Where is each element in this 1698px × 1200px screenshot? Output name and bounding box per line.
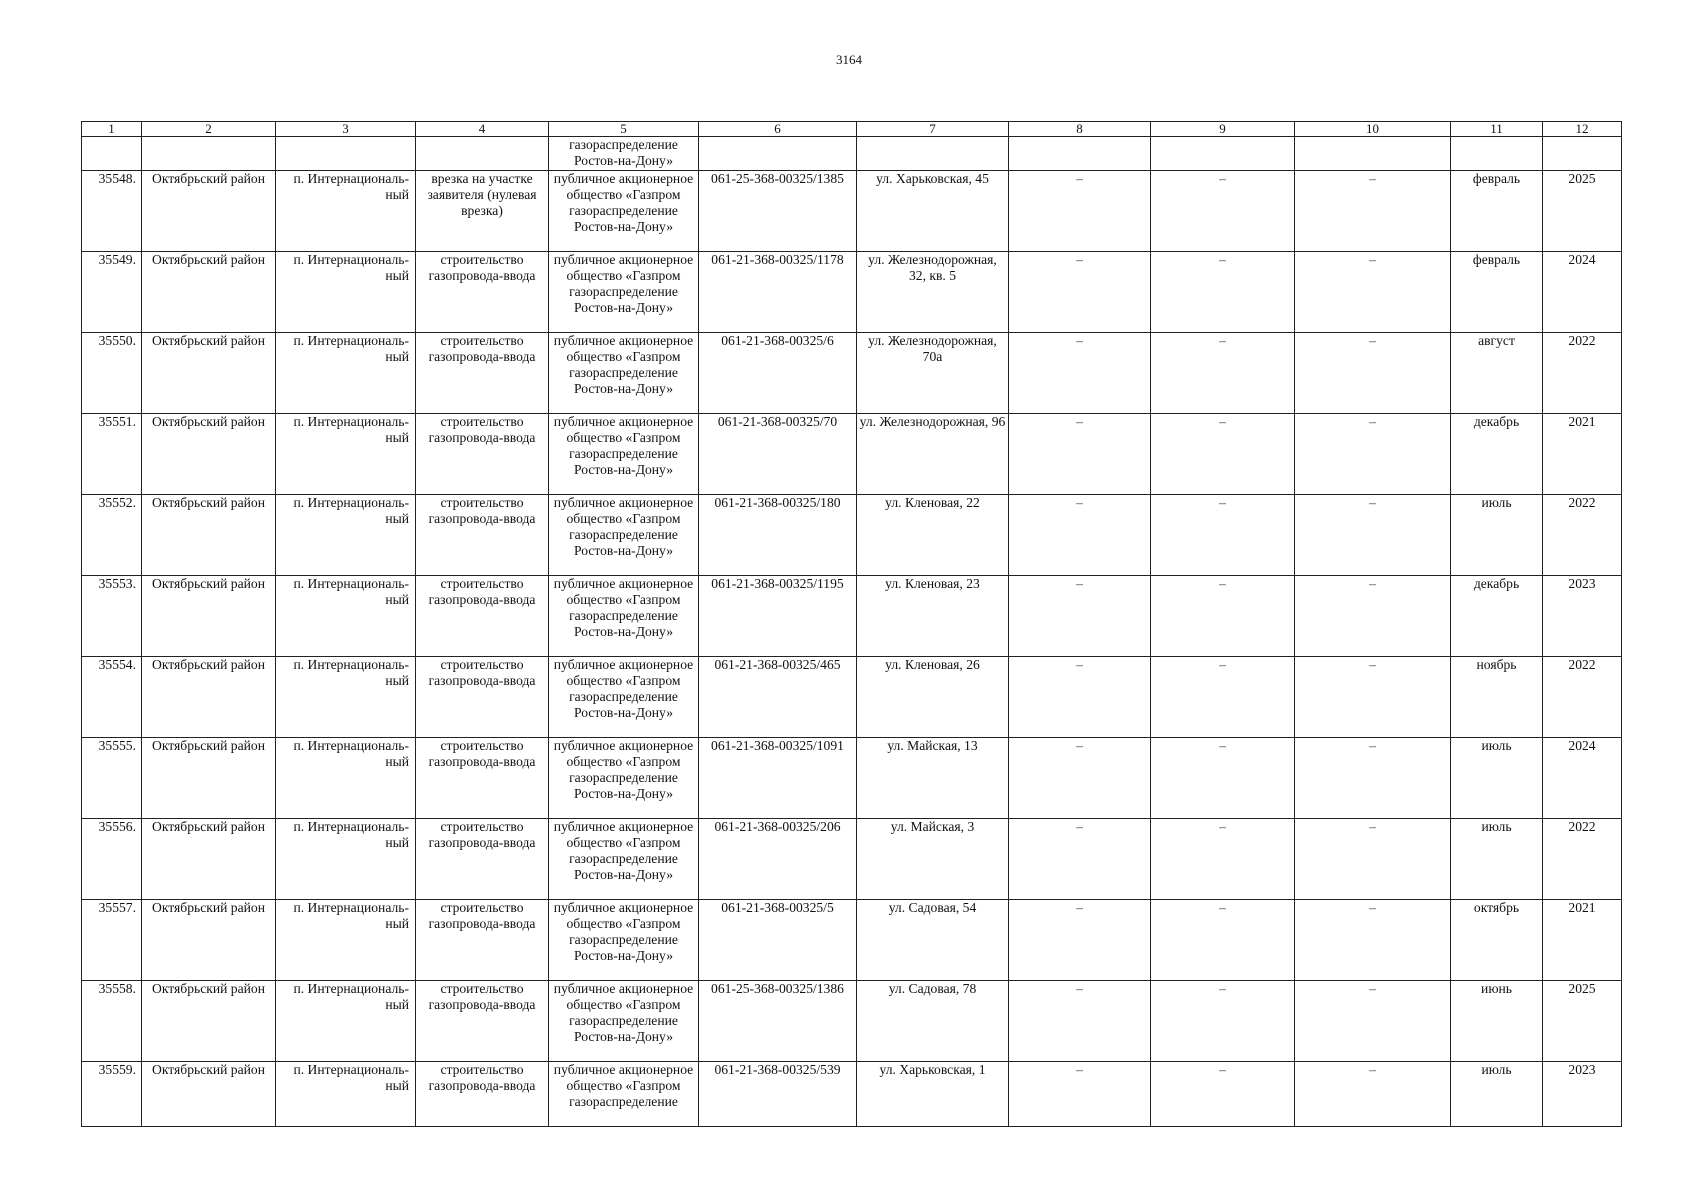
column-9-cell: – bbox=[1151, 980, 1295, 1061]
locality-cell: п. Интернациональ-ный bbox=[276, 1061, 416, 1126]
column-8-cell: – bbox=[1009, 494, 1151, 575]
column-8-cell: – bbox=[1009, 575, 1151, 656]
year-cell: 2025 bbox=[1543, 980, 1622, 1061]
district-cell: Октябрьский район bbox=[142, 170, 276, 251]
table-row bbox=[82, 818, 1622, 899]
organization-cell: публичное акционерное общество «Газпром газораспределение bbox=[549, 1061, 699, 1126]
column-number: 11 bbox=[1451, 122, 1543, 137]
locality-cell: п. Интернациональ-ный bbox=[276, 980, 416, 1061]
column-9-cell: – bbox=[1151, 575, 1295, 656]
registry-table bbox=[81, 121, 1622, 1127]
registry-code-cell: 061-21-368-00325/1091 bbox=[699, 737, 857, 818]
locality-cell: п. Интернациональ-ный bbox=[276, 737, 416, 818]
row-number-cell: 35549. bbox=[82, 251, 142, 332]
page-number: 3164 bbox=[836, 52, 862, 67]
column-number: 8 bbox=[1009, 122, 1151, 137]
column-number: 2 bbox=[142, 122, 276, 137]
organization-cell: публичное акционерное общество «Газпром газораспределение Ростов-на-Дону» bbox=[549, 656, 699, 737]
column-number: 10 bbox=[1295, 122, 1451, 137]
year-cell: 2022 bbox=[1543, 332, 1622, 413]
table-row bbox=[82, 170, 1622, 251]
column-10-cell: – bbox=[1295, 1061, 1451, 1126]
year-cell: 2023 bbox=[1543, 575, 1622, 656]
locality-cell: п. Интернациональ-ный bbox=[276, 818, 416, 899]
registry-code-cell: 061-21-368-00325/180 bbox=[699, 494, 857, 575]
year-cell: 2025 bbox=[1543, 170, 1622, 251]
table-row bbox=[82, 899, 1622, 980]
column-10-cell: – bbox=[1295, 170, 1451, 251]
registry-code-cell: 061-21-368-00325/5 bbox=[699, 899, 857, 980]
column-9-cell: – bbox=[1151, 251, 1295, 332]
year-cell: 2021 bbox=[1543, 899, 1622, 980]
organization-cell: публичное акционерное общество «Газпром газораспределение Ростов-на-Дону» bbox=[549, 170, 699, 251]
column-number: 7 bbox=[857, 122, 1009, 137]
address-cell: ул. Железнодорожная, 32, кв. 5 bbox=[857, 251, 1009, 332]
column-9-cell: – bbox=[1151, 413, 1295, 494]
year-cell: 2022 bbox=[1543, 656, 1622, 737]
table-row bbox=[82, 737, 1622, 818]
column-10-cell: – bbox=[1295, 575, 1451, 656]
address-cell: ул. Кленовая, 26 bbox=[857, 656, 1009, 737]
column-8-cell: – bbox=[1009, 980, 1151, 1061]
month-cell: декабрь bbox=[1451, 413, 1543, 494]
month-cell: август bbox=[1451, 332, 1543, 413]
organization-cell: публичное акционерное общество «Газпром газораспределение Ростов-на-Дону» bbox=[549, 494, 699, 575]
month-cell: ноябрь bbox=[1451, 656, 1543, 737]
row-number-cell: 35553. bbox=[82, 575, 142, 656]
organization-cell: публичное акционерное общество «Газпром газораспределение Ростов-на-Дону» bbox=[549, 899, 699, 980]
organization-cell: публичное акционерное общество «Газпром газораспределение Ростов-на-Дону» bbox=[549, 413, 699, 494]
column-number: 1 bbox=[82, 122, 142, 137]
row-number-cell: 35557. bbox=[82, 899, 142, 980]
column-number: 9 bbox=[1151, 122, 1295, 137]
continuation-row bbox=[82, 137, 1622, 171]
district-cell: Октябрьский район bbox=[142, 413, 276, 494]
row-number-cell: 35548. bbox=[82, 170, 142, 251]
registry-code-cell: 061-21-368-00325/1195 bbox=[699, 575, 857, 656]
column-9-cell: – bbox=[1151, 494, 1295, 575]
district-cell: Октябрьский район bbox=[142, 899, 276, 980]
column-9-cell: – bbox=[1151, 1061, 1295, 1126]
table-row bbox=[82, 494, 1622, 575]
locality-cell: п. Интернациональ-ный bbox=[276, 656, 416, 737]
organization-cell: публичное акционерное общество «Газпром газораспределение Ростов-на-Дону» bbox=[549, 575, 699, 656]
month-cell: июнь bbox=[1451, 980, 1543, 1061]
month-cell: июль bbox=[1451, 494, 1543, 575]
table-row bbox=[82, 251, 1622, 332]
work-type-cell: строительство газопровода-ввода bbox=[416, 980, 549, 1061]
column-number-row bbox=[82, 122, 1622, 137]
organization-cell: публичное акционерное общество «Газпром газораспределение Ростов-на-Дону» bbox=[549, 332, 699, 413]
locality-cell: п. Интернациональ-ный bbox=[276, 251, 416, 332]
district-cell: Октябрьский район bbox=[142, 818, 276, 899]
locality-cell: п. Интернациональ-ный bbox=[276, 575, 416, 656]
row-number-cell: 35559. bbox=[82, 1061, 142, 1126]
table-row bbox=[82, 575, 1622, 656]
row-number-cell: 35558. bbox=[82, 980, 142, 1061]
column-9-cell: – bbox=[1151, 170, 1295, 251]
column-9-cell: – bbox=[1151, 737, 1295, 818]
work-type-cell: строительство газопровода-ввода bbox=[416, 494, 549, 575]
address-cell: ул. Майская, 13 bbox=[857, 737, 1009, 818]
column-10-cell: – bbox=[1295, 494, 1451, 575]
work-type-cell: строительство газопровода-ввода bbox=[416, 737, 549, 818]
column-10-cell: – bbox=[1295, 332, 1451, 413]
table-row bbox=[82, 413, 1622, 494]
organization-cell: публичное акционерное общество «Газпром газораспределение Ростов-на-Дону» bbox=[549, 251, 699, 332]
column-10-cell: – bbox=[1295, 899, 1451, 980]
table-row bbox=[82, 332, 1622, 413]
year-cell: 2022 bbox=[1543, 818, 1622, 899]
year-cell: 2022 bbox=[1543, 494, 1622, 575]
work-type-cell: строительство газопровода-ввода bbox=[416, 656, 549, 737]
address-cell: ул. Кленовая, 23 bbox=[857, 575, 1009, 656]
address-cell: ул. Харьковская, 45 bbox=[857, 170, 1009, 251]
work-type-cell: строительство газопровода-ввода bbox=[416, 575, 549, 656]
month-cell: декабрь bbox=[1451, 575, 1543, 656]
district-cell: Октябрьский район bbox=[142, 980, 276, 1061]
column-number: 12 bbox=[1543, 122, 1622, 137]
organization-cell: публичное акционерное общество «Газпром газораспределение Ростов-на-Дону» bbox=[549, 818, 699, 899]
work-type-cell: строительство газопровода-ввода bbox=[416, 251, 549, 332]
month-cell: июль bbox=[1451, 737, 1543, 818]
district-cell: Октябрьский район bbox=[142, 1061, 276, 1126]
month-cell: октябрь bbox=[1451, 899, 1543, 980]
registry-code-cell: 061-21-368-00325/1178 bbox=[699, 251, 857, 332]
column-8-cell: – bbox=[1009, 818, 1151, 899]
district-cell: Октябрьский район bbox=[142, 332, 276, 413]
registry-code-cell: 061-25-368-00325/1386 bbox=[699, 980, 857, 1061]
district-cell: Октябрьский район bbox=[142, 575, 276, 656]
column-number: 3 bbox=[276, 122, 416, 137]
organization-cell: публичное акционерное общество «Газпром газораспределение Ростов-на-Дону» bbox=[549, 980, 699, 1061]
locality-cell: п. Интернациональ-ный bbox=[276, 332, 416, 413]
registry-code-cell: 061-21-368-00325/465 bbox=[699, 656, 857, 737]
column-8-cell: – bbox=[1009, 656, 1151, 737]
table-row bbox=[82, 656, 1622, 737]
column-10-cell: – bbox=[1295, 656, 1451, 737]
district-cell: Октябрьский район bbox=[142, 494, 276, 575]
row-number-cell: 35552. bbox=[82, 494, 142, 575]
organization-cell: публичное акционерное общество «Газпром газораспределение Ростов-на-Дону» bbox=[549, 737, 699, 818]
locality-cell: п. Интернациональ-ный bbox=[276, 899, 416, 980]
table-row bbox=[82, 980, 1622, 1061]
column-10-cell: – bbox=[1295, 413, 1451, 494]
address-cell: ул. Садовая, 54 bbox=[857, 899, 1009, 980]
column-number: 6 bbox=[699, 122, 857, 137]
year-cell: 2024 bbox=[1543, 737, 1622, 818]
row-number-cell: 35550. bbox=[82, 332, 142, 413]
locality-cell: п. Интернациональ-ный bbox=[276, 413, 416, 494]
column-10-cell: – bbox=[1295, 737, 1451, 818]
year-cell: 2023 bbox=[1543, 1061, 1622, 1126]
column-8-cell: – bbox=[1009, 332, 1151, 413]
column-9-cell: – bbox=[1151, 656, 1295, 737]
address-cell: ул. Железнодорожная, 70а bbox=[857, 332, 1009, 413]
row-number-cell: 35554. bbox=[82, 656, 142, 737]
month-cell: февраль bbox=[1451, 251, 1543, 332]
year-cell: 2021 bbox=[1543, 413, 1622, 494]
organization-cell: газораспределение Ростов-на-Дону» bbox=[549, 137, 699, 171]
locality-cell: п. Интернациональ-ный bbox=[276, 494, 416, 575]
column-8-cell: – bbox=[1009, 413, 1151, 494]
column-8-cell: – bbox=[1009, 170, 1151, 251]
column-8-cell: – bbox=[1009, 737, 1151, 818]
table-row bbox=[82, 1061, 1622, 1126]
work-type-cell: строительство газопровода-ввода bbox=[416, 818, 549, 899]
registry-code-cell: 061-25-368-00325/1385 bbox=[699, 170, 857, 251]
registry-code-cell: 061-21-368-00325/70 bbox=[699, 413, 857, 494]
work-type-cell: строительство газопровода-ввода bbox=[416, 332, 549, 413]
column-number: 4 bbox=[416, 122, 549, 137]
district-cell: Октябрьский район bbox=[142, 251, 276, 332]
work-type-cell: строительство газопровода-ввода bbox=[416, 899, 549, 980]
year-cell: 2024 bbox=[1543, 251, 1622, 332]
column-10-cell: – bbox=[1295, 980, 1451, 1061]
registry-code-cell: 061-21-368-00325/539 bbox=[699, 1061, 857, 1126]
address-cell: ул. Харьковская, 1 bbox=[857, 1061, 1009, 1126]
row-number-cell: 35556. bbox=[82, 818, 142, 899]
row-number-cell: 35551. bbox=[82, 413, 142, 494]
registry-code-cell: 061-21-368-00325/206 bbox=[699, 818, 857, 899]
district-cell: Октябрьский район bbox=[142, 656, 276, 737]
address-cell: ул. Садовая, 78 bbox=[857, 980, 1009, 1061]
month-cell: июль bbox=[1451, 818, 1543, 899]
address-cell: ул. Железнодорожная, 96 bbox=[857, 413, 1009, 494]
column-number: 5 bbox=[549, 122, 699, 137]
row-number-cell: 35555. bbox=[82, 737, 142, 818]
column-9-cell: – bbox=[1151, 899, 1295, 980]
column-8-cell: – bbox=[1009, 251, 1151, 332]
column-10-cell: – bbox=[1295, 818, 1451, 899]
column-10-cell: – bbox=[1295, 251, 1451, 332]
column-9-cell: – bbox=[1151, 818, 1295, 899]
work-type-cell: строительство газопровода-ввода bbox=[416, 413, 549, 494]
district-cell: Октябрьский район bbox=[142, 737, 276, 818]
address-cell: ул. Кленовая, 22 bbox=[857, 494, 1009, 575]
locality-cell: п. Интернациональ-ный bbox=[276, 170, 416, 251]
column-8-cell: – bbox=[1009, 899, 1151, 980]
month-cell: июль bbox=[1451, 1061, 1543, 1126]
work-type-cell: врезка на участке заявителя (нулевая врезка) bbox=[416, 170, 549, 251]
registry-code-cell: 061-21-368-00325/6 bbox=[699, 332, 857, 413]
month-cell: февраль bbox=[1451, 170, 1543, 251]
column-9-cell: – bbox=[1151, 332, 1295, 413]
address-cell: ул. Майская, 3 bbox=[857, 818, 1009, 899]
work-type-cell: строительство газопровода-ввода bbox=[416, 1061, 549, 1126]
column-8-cell: – bbox=[1009, 1061, 1151, 1126]
